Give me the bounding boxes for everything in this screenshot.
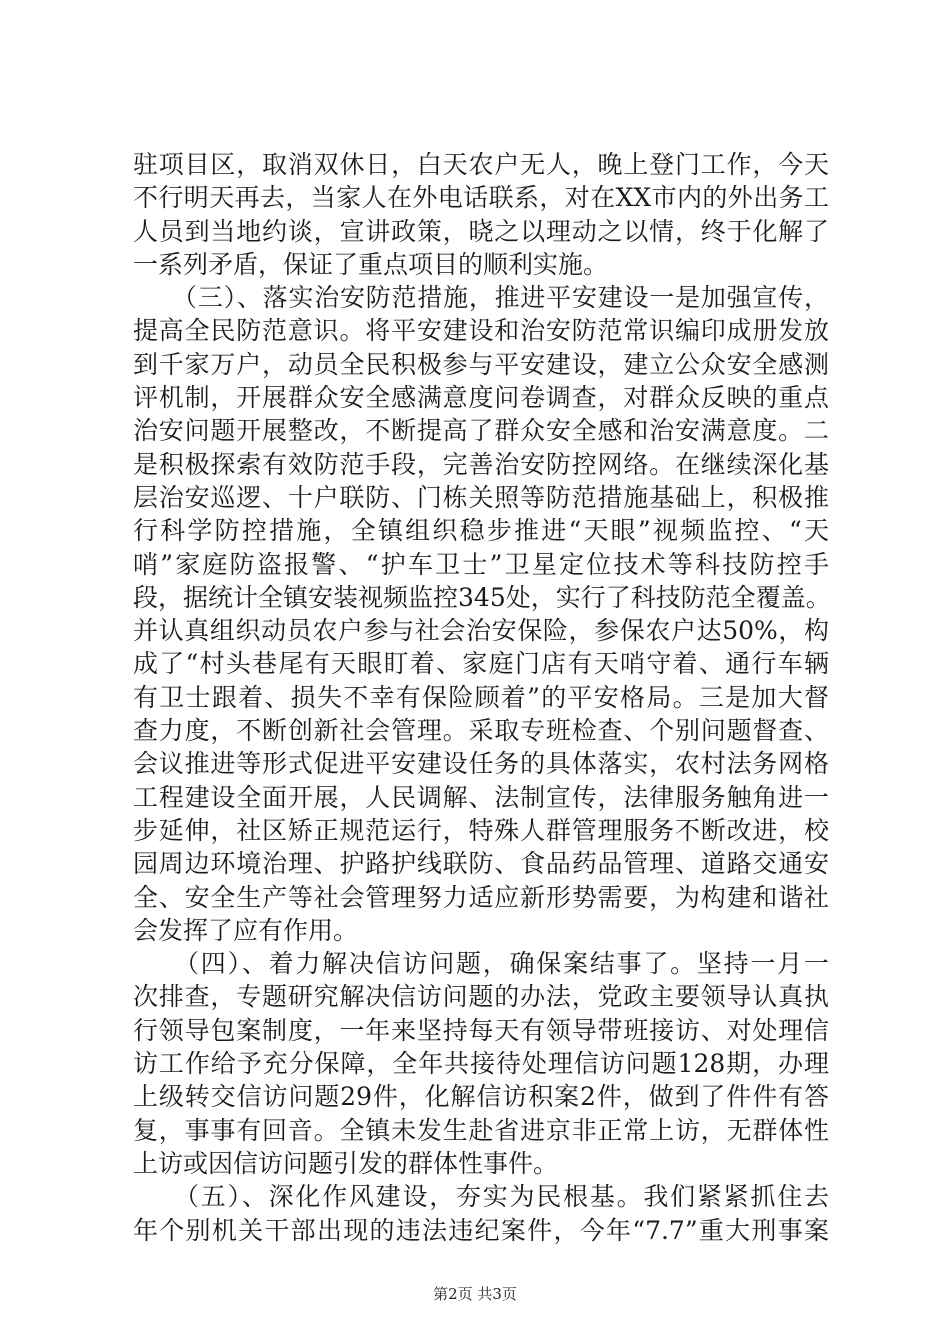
text-line: 上访或因信访问题引发的群体性事件。: [133, 1148, 559, 1178]
text-line: 哨”家庭防盗报警、“护车卫士”卫星定位技术等科技防控手: [133, 549, 829, 579]
text-line: 到千家万户，动员全民积极参与平安建设，建立公众安全感测: [133, 349, 829, 379]
text-line: （三）、落实治安防范措施，推进平安建设一是加强宣传，: [133, 283, 829, 313]
text-line: 提高全民防范意识。将平安建设和治安防范常识编印成册发放: [133, 316, 829, 346]
text-line: （四）、着力解决信访问题，确保案结事了。坚持一月一: [133, 949, 829, 979]
text-line: 段，据统计全镇安装视频监控345处，实行了科技防范全覆盖。: [133, 582, 831, 612]
text-line: 访工作给予充分保障，全年共接待处理信访问题128期，办理: [133, 1049, 829, 1079]
text-line: 一系列矛盾，保证了重点项目的顺利实施。: [133, 249, 609, 279]
text-line: 人员到当地约谈，宣讲政策，晓之以理动之以情，终于化解了: [133, 216, 829, 246]
text-line: 行领导包案制度，一年来坚持每天有领导带班接访、对处理信: [133, 1015, 829, 1045]
text-line: 查力度，不断创新社会管理。采取专班检查、个别问题督查、: [133, 716, 829, 746]
text-line: 治安问题开展整改，不断提高了群众安全感和治安满意度。二: [133, 416, 829, 446]
text-line: 园周边环境治理、护路护线联防、食品药品管理、道路交通安: [133, 849, 829, 879]
text-line: 复，事事有回音。全镇未发生赴省进京非正常上访，无群体性: [133, 1115, 829, 1145]
text-line: 会议推进等形式促进平安建设任务的具体落实，农村法务网格: [133, 749, 829, 779]
text-line: 会发挥了应有作用。: [133, 915, 359, 945]
text-line: 驻项目区，取消双休日，白天农户无人，晚上登门工作，今天: [133, 150, 829, 179]
text-line: 层治安巡逻、十户联防、门栋关照等防范措施基础上，积极推: [133, 482, 829, 512]
text-line: 步延伸，社区矫正规范运行，特殊人群管理服务不断改进，校: [133, 815, 829, 845]
text-line: 行科学防控措施，全镇组织稳步推进“天眼”视频监控、“天: [133, 516, 829, 546]
text-line: 评机制，开展群众安全感满意度问卷调查，对群众反映的重点: [133, 383, 829, 413]
text-line: 次排查，专题研究解决信访问题的办法，党政主要领导认真执: [133, 982, 829, 1012]
text-line: （五）、深化作风建设，夯实为民根基。我们紧紧抓住去: [133, 1182, 829, 1212]
page-number-footer: 第2页 共3页: [433, 1285, 517, 1303]
text-line: 成了“村头巷尾有天眼盯着、家庭门店有天哨守着、通行车辆: [133, 649, 829, 679]
text-line: 有卫士跟着、损失不幸有保险顾着”的平安格局。三是加大督: [133, 682, 829, 712]
body-text: [133, 148, 829, 1247]
text-line: 全、安全生产等社会管理努力适应新形势需要，为构建和谐社: [133, 882, 829, 912]
text-line: 并认真组织动员农户参与社会治安保险，参保农户达50%，构: [133, 616, 829, 646]
text-line: 工程建设全面开展，人民调解、法制宣传，法律服务触角进一: [133, 782, 829, 812]
text-line: 不行明天再去，当家人在外电话联系，对在XX市内的外出务工: [133, 183, 829, 213]
text-line: 上级转交信访问题29件，化解信访积案2件，做到了件件有答: [133, 1082, 829, 1112]
text-line: 是积极探索有效防范手段，完善治安防控网络。在继续深化基: [133, 449, 829, 479]
text-line: 年个别机关干部出现的违法违纪案件，今年“7.7”重大刑事案: [133, 1215, 829, 1245]
